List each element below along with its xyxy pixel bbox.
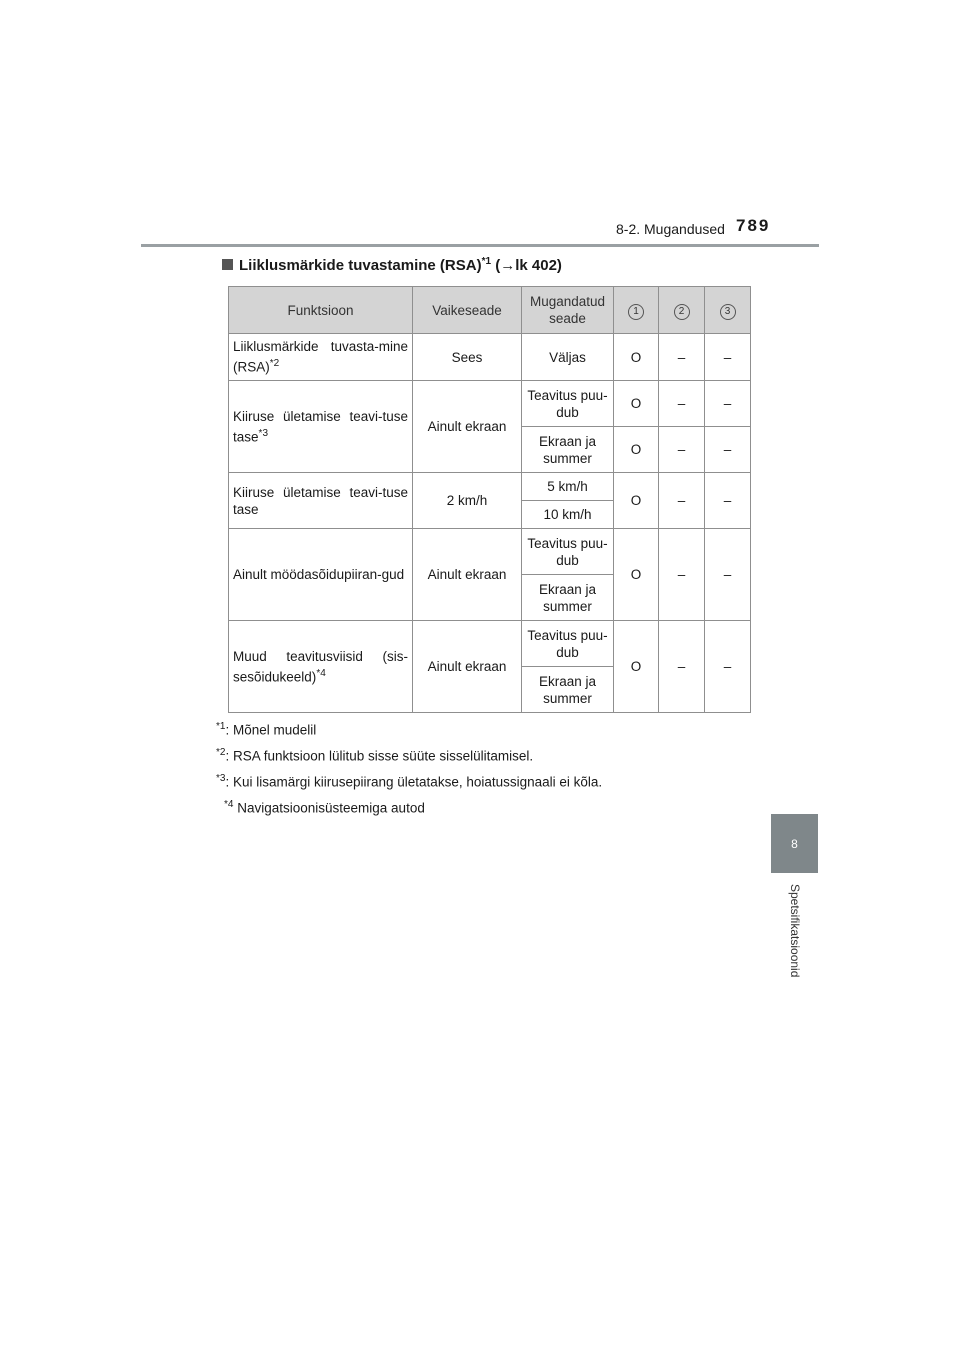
row-col-3: –	[705, 427, 751, 473]
footnote-number: 3	[219, 773, 226, 784]
row-col-3: –	[705, 381, 751, 427]
table-row	[229, 621, 751, 667]
row-col-1: O	[614, 529, 659, 621]
row-col-1: O	[614, 381, 659, 427]
row-default: Ainult ekraan	[413, 381, 522, 473]
row-custom: 10 km/h	[522, 501, 614, 529]
heading-ref-page: lk 402)	[515, 257, 562, 274]
arrow-icon: →	[500, 257, 516, 274]
footnotes	[216, 714, 602, 818]
footnote-star: *	[216, 721, 220, 732]
header-rule	[141, 244, 819, 247]
note-number: 2	[273, 358, 280, 370]
row-col-1: O	[614, 334, 659, 381]
footnote-1	[216, 714, 602, 740]
chapter-label-text: Spetsifikatsioonid	[788, 884, 802, 978]
circled-number-1-icon: 1	[628, 304, 644, 320]
row-default: 2 km/h	[413, 473, 522, 529]
function-text: Kiiruse ületamise teavi-tuse tase	[233, 408, 408, 445]
footnote-number: 4	[227, 799, 234, 810]
header-col-1	[614, 287, 659, 334]
footnote-text: Navigatsioonisüsteemiga autod	[233, 800, 425, 816]
row-custom: 5 km/h	[522, 473, 614, 501]
row-default: Sees	[413, 334, 522, 381]
row-custom: Teavitus puu-dub	[522, 529, 614, 575]
row-col-3: –	[705, 529, 751, 621]
circled-number-3-icon: 3	[720, 304, 736, 320]
note-star: *	[316, 667, 321, 679]
row-custom: Ekraan ja summer	[522, 667, 614, 713]
footnote-number: 1	[219, 721, 226, 732]
heading-text: Liiklusmärkide tuvastamine (RSA)	[239, 257, 482, 274]
row-col-3: –	[705, 473, 751, 529]
row-col-1: O	[614, 427, 659, 473]
circled-number-2-icon: 2	[674, 304, 690, 320]
note-star: *	[258, 427, 263, 439]
footnote-text: : RSA funktsioon lülitub sisse süüte sisselülitamisel.	[225, 748, 534, 764]
table-row	[229, 381, 751, 427]
footnote-4	[216, 792, 602, 818]
note-number: 4	[320, 667, 326, 679]
footnote-number: 2	[219, 747, 226, 758]
row-custom: Ekraan ja summer	[522, 427, 614, 473]
function-text: Liiklusmärkide tuvasta-mine (RSA)	[233, 339, 408, 375]
footnote-star: *	[224, 799, 228, 810]
note-number: 3	[262, 427, 268, 439]
chapter-tab	[771, 814, 818, 873]
header-function: Funktsioon	[229, 287, 413, 334]
header-default: Vaikeseade	[413, 287, 522, 334]
section-title: 8-2. Mugandused	[616, 221, 725, 237]
footnote-text: : Mõnel mudelil	[225, 722, 317, 738]
table-row	[229, 334, 751, 381]
heading-star: *	[481, 256, 486, 267]
footnote-2	[216, 740, 602, 766]
heading-ref-open: (	[491, 257, 501, 274]
row-col-3: –	[705, 334, 751, 381]
page-number: 789	[736, 216, 771, 235]
heading-note: 1	[485, 256, 492, 267]
row-default: Ainult ekraan	[413, 529, 522, 621]
row-col-2: –	[659, 621, 705, 713]
footnote-star: *	[216, 747, 220, 758]
function-text: Muud teavitusviisid (sis-sesõidukeeld)	[233, 648, 408, 685]
footnote-text: : Kui lisamärgi kiirusepiirang ületatakse, hoiatussignaali ei kõla.	[225, 774, 603, 790]
table-row	[229, 529, 751, 575]
row-custom: Teavitus puu-dub	[522, 621, 614, 667]
table-row	[229, 473, 751, 501]
row-col-2: –	[659, 427, 705, 473]
row-custom: Väljas	[522, 334, 614, 381]
row-function	[229, 621, 413, 713]
row-col-2: –	[659, 381, 705, 427]
settings-table	[228, 286, 751, 713]
row-col-2: –	[659, 334, 705, 381]
header-custom: Mugandatud seade	[522, 287, 614, 334]
chapter-number: 8	[791, 836, 798, 851]
row-function: Kiiruse ületamise teavi-tuse tase	[229, 473, 413, 529]
row-custom: Ekraan ja summer	[522, 575, 614, 621]
row-col-3: –	[705, 621, 751, 713]
footnote-star: *	[216, 773, 220, 784]
header-col-2	[659, 287, 705, 334]
row-function	[229, 334, 413, 381]
row-col-1: O	[614, 473, 659, 529]
header-col-3	[705, 287, 751, 334]
row-custom: Teavitus puu-dub	[522, 381, 614, 427]
footnote-3	[216, 766, 602, 792]
table-header-row	[229, 287, 751, 334]
row-function: Ainult möödasõidupiiran-gud	[229, 529, 413, 621]
row-col-2: –	[659, 529, 705, 621]
note-star: *	[269, 358, 274, 370]
row-col-2: –	[659, 473, 705, 529]
row-function	[229, 381, 413, 473]
row-col-1: O	[614, 621, 659, 713]
square-bullet-icon	[222, 259, 233, 270]
chapter-label	[783, 884, 807, 1024]
row-default: Ainult ekraan	[413, 621, 522, 713]
section-heading	[222, 256, 562, 274]
